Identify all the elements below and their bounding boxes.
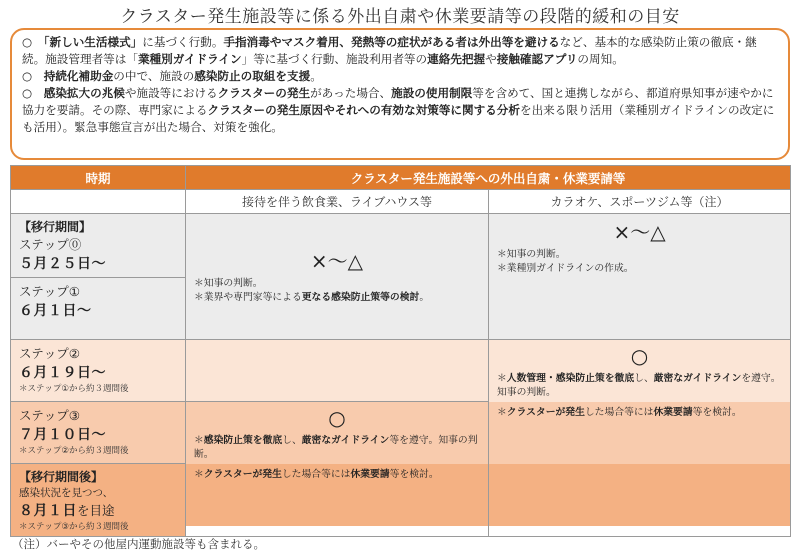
page-title: クラスター発生施設等に係る外出自粛や休業要請等の段階的緩和の目安	[120, 7, 680, 27]
footnote: （注）バーやその他屋内運動施設等も含まれる。	[12, 537, 265, 551]
note: ＊知事の判断。	[194, 277, 263, 289]
status-symbol: ×～△	[613, 220, 666, 244]
step-note: ＊ステップ①から約３週間後	[19, 384, 129, 394]
status-symbol: ×～△	[310, 248, 364, 273]
phase-step1	[11, 278, 186, 340]
cell-nightlife-step3	[186, 402, 489, 537]
note: ＊クラスターが発生した場合等には休業要請等を検討。	[497, 407, 742, 418]
karaoke-step2-block	[489, 340, 790, 402]
summary-item: ○ 「新しい生活様式」に基づく行動。手指消毒やマスク着用、発熱等の症状がある者は外出等を避けるなど、基本的な感染防止策の徹底・継続。施設管理者等は「業種別ガイドライン」等に基づく行動、施設利用者等の連絡先把握や接触確認アプリの周知。	[22, 35, 757, 66]
step-date: ７月１０日～	[19, 427, 106, 443]
step-name: ステップ①	[19, 284, 80, 299]
cell-karaoke-step2	[489, 340, 791, 537]
cell-karaoke-early	[489, 214, 791, 340]
note: ＊業種別ガイドラインの作成。	[497, 263, 634, 274]
summary-item: ○ 感染拡大の兆候や施設等におけるクラスターの発生があった場合、施設の使用制限等を含めて、国と連携しながら、都道府県知事が速やかに協力を要請。その際、専門家によるクラスターの発生原因やそれへの有効な対策等に関する分析を出来る限り活用（業種別ガイドラインの改定にも活用）。緊急事態宣言が出た場合、対策を強化。	[22, 86, 775, 134]
status-symbol: ○	[328, 406, 346, 430]
phase-label: 【移行期間】	[19, 220, 92, 234]
step-note: ＊ステップ②から約３週間後	[19, 446, 129, 456]
step-name: ステップ⓪	[19, 237, 82, 252]
step-date: ６月１９日～	[19, 365, 106, 381]
step-note: ＊ステップ③から約３週間後	[19, 522, 129, 532]
phase-step2	[11, 340, 186, 402]
step-name: ステップ②	[19, 346, 80, 361]
summary-item: ○ 持続化補助金の中で、施設の感染防止の取組を支援。	[22, 69, 322, 83]
after-condition: 感染状況を見つつ、	[19, 487, 114, 499]
step-date: ６月１日～	[19, 303, 92, 319]
phase-step0	[11, 214, 186, 278]
karaoke-step3-block	[489, 402, 790, 464]
note: ＊クラスターが発生した場合等には休業要請等を検討。	[194, 469, 439, 480]
step-date: ５月２５日～	[19, 256, 106, 272]
note: ＊知事の判断。	[497, 249, 566, 260]
relaxation-table	[10, 165, 791, 537]
after-date-suffix: を目途	[77, 503, 115, 518]
step-name: ステップ③	[19, 408, 80, 423]
note: ＊人数管理・感染防止策を徹底し、厳密なガイドラインを遵守。知事の判断。	[497, 373, 781, 398]
subheader-nightlife: 接待を伴う飲食業、ライブハウス等	[186, 190, 489, 214]
header-measures: クラスター発生施設等への外出自粛・休業要請等	[186, 166, 791, 190]
note: ＊業界や専門家等による更なる感染防止策等の検討。	[194, 291, 430, 303]
cell-nightlife-early	[186, 214, 489, 340]
phase-label: 【移行期間後】	[19, 470, 104, 484]
cell-nightlife-step2	[186, 340, 489, 402]
subheader-karaoke-gym: カラオケ、スポーツジム等（注）	[489, 190, 791, 214]
after-date: ８月１日	[19, 503, 77, 519]
status-symbol: ○	[630, 344, 649, 368]
phase-after	[11, 464, 186, 537]
karaoke-after-block	[489, 464, 790, 526]
phase-step3	[11, 402, 186, 464]
nightlife-after-block	[186, 464, 488, 526]
nightlife-step3-block	[186, 402, 488, 464]
header-period: 時期	[11, 166, 186, 190]
blank-subheader	[11, 190, 186, 214]
note: ＊感染防止策を徹底し、厳密なガイドライン等を遵守。知事の判断。	[194, 435, 478, 460]
summary-box	[10, 28, 790, 160]
